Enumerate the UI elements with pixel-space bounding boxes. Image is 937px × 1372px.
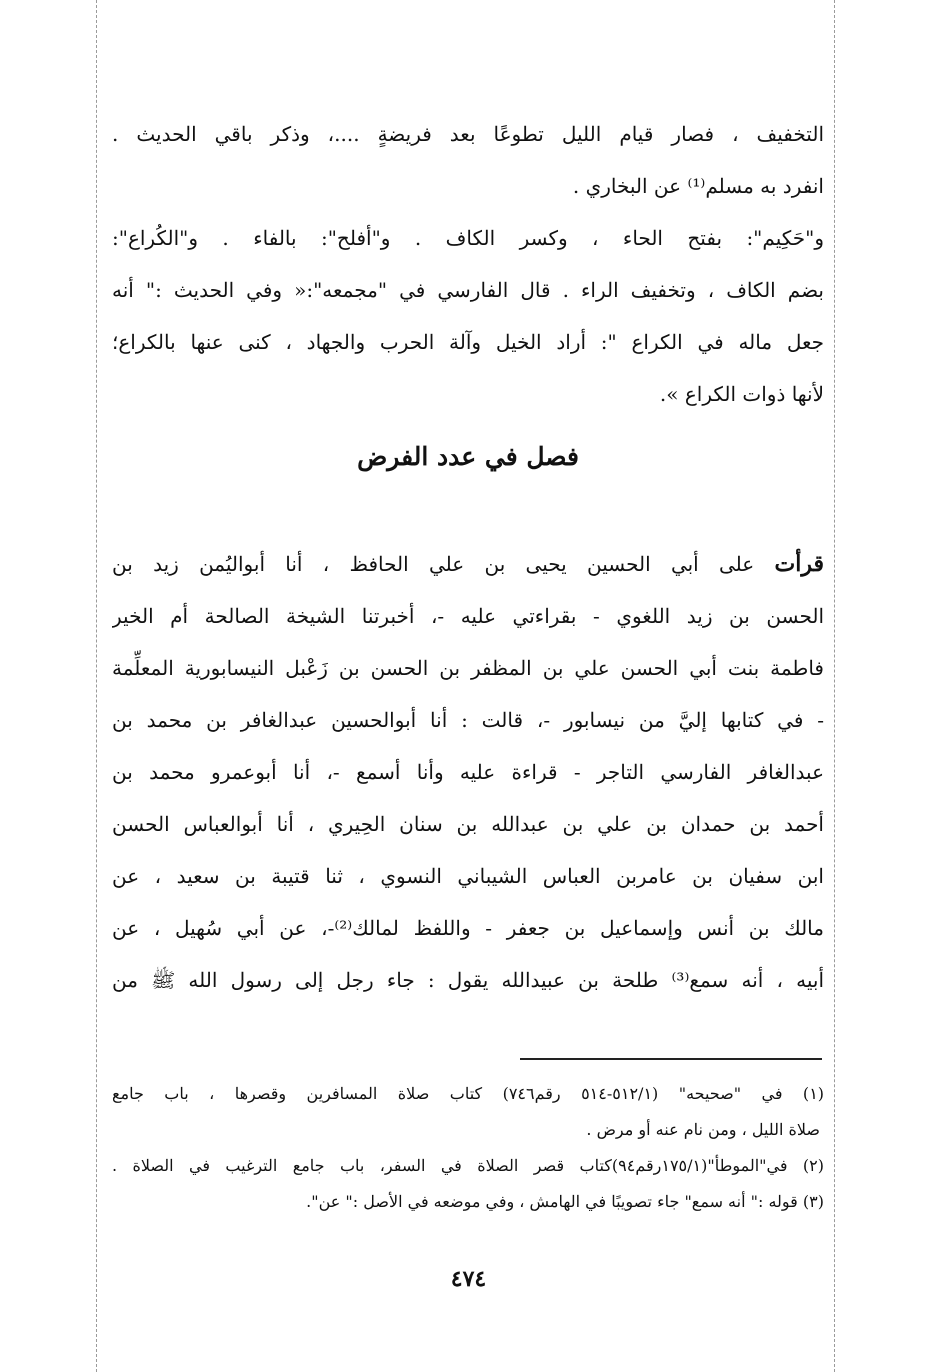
text-line: بضم الكاف ، وتخفيف الراء . قال الفارسي في "مجمعه":« وفي الحديث :" أنه: [112, 278, 824, 302]
text-line: فاطمة بنت أبي الحسن علي بن المظفر بن الحسن بن زَعْبل النيسابورية المعلِّمة: [112, 656, 824, 680]
text-line: عبدالغافر الفارسي التاجر - قراءة عليه وأنا أسمع -، أنا أبوعمرو محمد بن: [112, 760, 824, 784]
text-line: [112, 538, 824, 590]
lead-word: قرأت: [774, 551, 824, 577]
text-line: انفرد به مسلم⁽¹⁾ عن البخاري .: [572, 174, 824, 198]
text-line: أحمد بن حمدان بن علي بن عبدالله بن سنان الحِيري ، أنا أبوالعباس الحسن: [112, 812, 824, 836]
footnote-line: صلاة الليل ، ومن نام عنه أو مرض .: [586, 1120, 820, 1139]
text-line: - في كتابها إليَّ من نيسابور -، قالت : أنا أبوالحسين عبدالغافر بن محمد بن: [112, 708, 824, 732]
text-line: مالك بن أنس وإسماعيل بن جعفر - واللفظ لمالك⁽²⁾-، عن أبي سُهيل ، عن: [112, 916, 824, 940]
text-line: الحسن بن زيد اللغوي - بقراءتي عليه -، أخبرتنا الشيخة الصالحة أم الخير: [112, 604, 824, 628]
section-heading: فصل في عدد الفرض: [357, 442, 579, 471]
text-line: جعل ماله في الكراع ": أراد الخيل وآلة الحرب والجهاد ، كنى عنها بالكراع؛: [112, 330, 824, 354]
text-line: لأنها ذوات الكراع ».: [659, 382, 824, 406]
top-paragraphs: [112, 108, 824, 420]
page-number: ٤٧٤: [450, 1266, 487, 1292]
footnote-line: (١) في "صحيحه" (٥١٢/١-٥١٤ رقم٧٤٦) كتاب صلاة المسافرين وقصرها ، باب جامع: [112, 1084, 824, 1103]
footnote-line: (٣) قوله :" أنه سمع" جاء تصويبًا في الهامش ، وفي موضعه في الأصل :" عن".: [306, 1192, 824, 1211]
footnotes: [112, 1076, 824, 1220]
text-line: التخفيف ، فصار قيام الليل تطوعًا بعد فريضةٍ ....، وذكر باقي الحديث .: [112, 122, 824, 146]
text-fragment: على أبي الحسين يحيى بن علي الحافظ ، أنا أبواليُمن زيد بن: [112, 552, 755, 576]
margin-guide-right: [834, 0, 835, 1372]
margin-guide-left: [96, 0, 97, 1372]
text-line: و"حَكِيم": بفتح الحاء ، وكسر الكاف . و"أفلح": بالفاء . و"الكُراع":: [112, 226, 824, 250]
footnote-line: (٢) في"الموطأ"(١٧٥/١رقم٩٤)كتاب قصر الصلاة في السفر، باب جامع الترغيب في الصلاة .: [112, 1156, 824, 1175]
footnote-divider: [520, 1058, 822, 1060]
text-line: أبيه ، أنه سمع⁽³⁾ طلحة بن عبيدالله يقول : جاء رجل إلى رسول الله ﷺ من: [112, 968, 824, 992]
text-line: ابن سفيان بن عامربن العباس الشيباني النسوي ، ثنا قتيبة بن سعيد ، عن: [112, 864, 824, 888]
main-paragraph: [112, 538, 824, 1006]
